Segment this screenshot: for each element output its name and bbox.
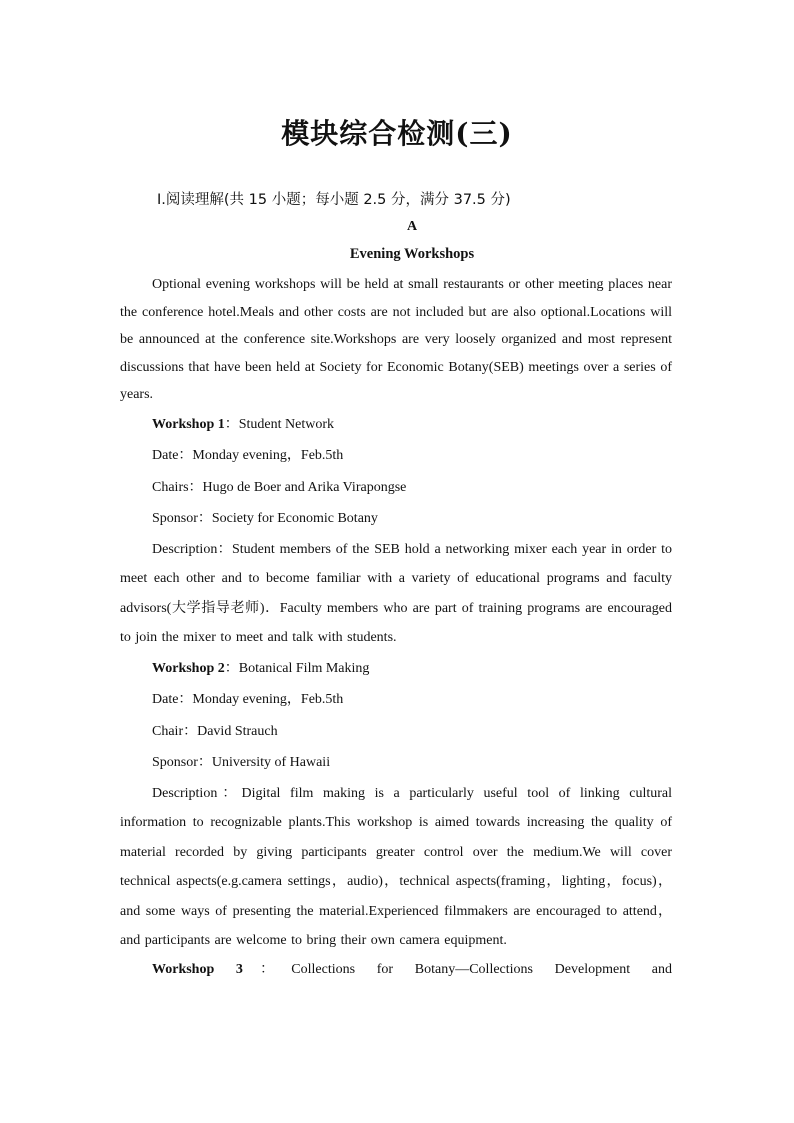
intro-paragraph: Optional evening workshops will be held at small restaurants or other meeting places near the conference hotel.Meals and other costs are not included but are also optional.Locations will be announced at the conference site.Workshops are very loosely organized and most represent discussions that have been held at Society for Economic Botany(SEB) meetings over a series of years.: [120, 277, 672, 402]
workshop1-description-part1: Description：Student members of the SEB hold a networking mixer each year in order to meet each other and to become familiar with a variety of educational programs and faculty advisors(: [120, 541, 672, 616]
workshop2-sponsor: Sponsor：University of Hawaii: [152, 755, 331, 770]
workshop1-description-part2: )．Faculty members who are part of training programs are encouraged to join the mixer to meet and talk with students.: [120, 600, 672, 645]
passage-letter: A: [406, 219, 418, 234]
page-title: 模块综合检测(三): [281, 117, 513, 150]
workshop1-label: Workshop 1: [152, 416, 225, 432]
workshop2-date: Date：Monday evening，Feb.5th: [152, 692, 344, 707]
workshop3-heading: [120, 956, 672, 984]
workshop2-heading: [120, 653, 672, 685]
section-heading: Ⅰ.阅读理解(共 15 小题；每小题 2.5 分，满分 37.5 分): [157, 192, 511, 208]
passage-title: Evening Workshops: [349, 246, 475, 262]
workshop1-description-cjk: 大学指导老师: [171, 599, 260, 616]
workshop2-description: Description：Digital film making is a particularly useful tool of linking cultural information to recognizable plants.This workshop is aimed towards increasing the quality of material recorded by giving participants greater control over the medium.We will cover technical aspects(e.g.camera settings，audio)，technical aspects(framing，lighting，focus)，and some ways of presenting the material.Experienced filmmakers are encouraged to attend，and participants are welcome to bring their own camera equipment.: [120, 785, 672, 948]
workshop3-label: Workshop 3: [152, 961, 243, 977]
workshop1-chairs: Chairs：Hugo de Boer and Arika Virapongse: [152, 479, 407, 495]
workshop1-heading: [120, 409, 672, 441]
workshop1-title: ：Student Network: [224, 416, 335, 432]
workshop1-date: Date：Monday evening，Feb.5th: [152, 448, 344, 463]
passage-body: [120, 271, 672, 983]
workshop1-description: [120, 535, 672, 653]
workshop2-title: ：Botanical Film Making: [224, 660, 370, 676]
workshop3-title: ：Collections for Botany—Collections Development and: [242, 961, 672, 977]
workshop1-sponsor: Sponsor：Society for Economic Botany: [152, 511, 378, 526]
workshop2-chair: Chair：David Strauch: [152, 723, 278, 739]
workshop2-label: Workshop 2: [152, 660, 225, 676]
